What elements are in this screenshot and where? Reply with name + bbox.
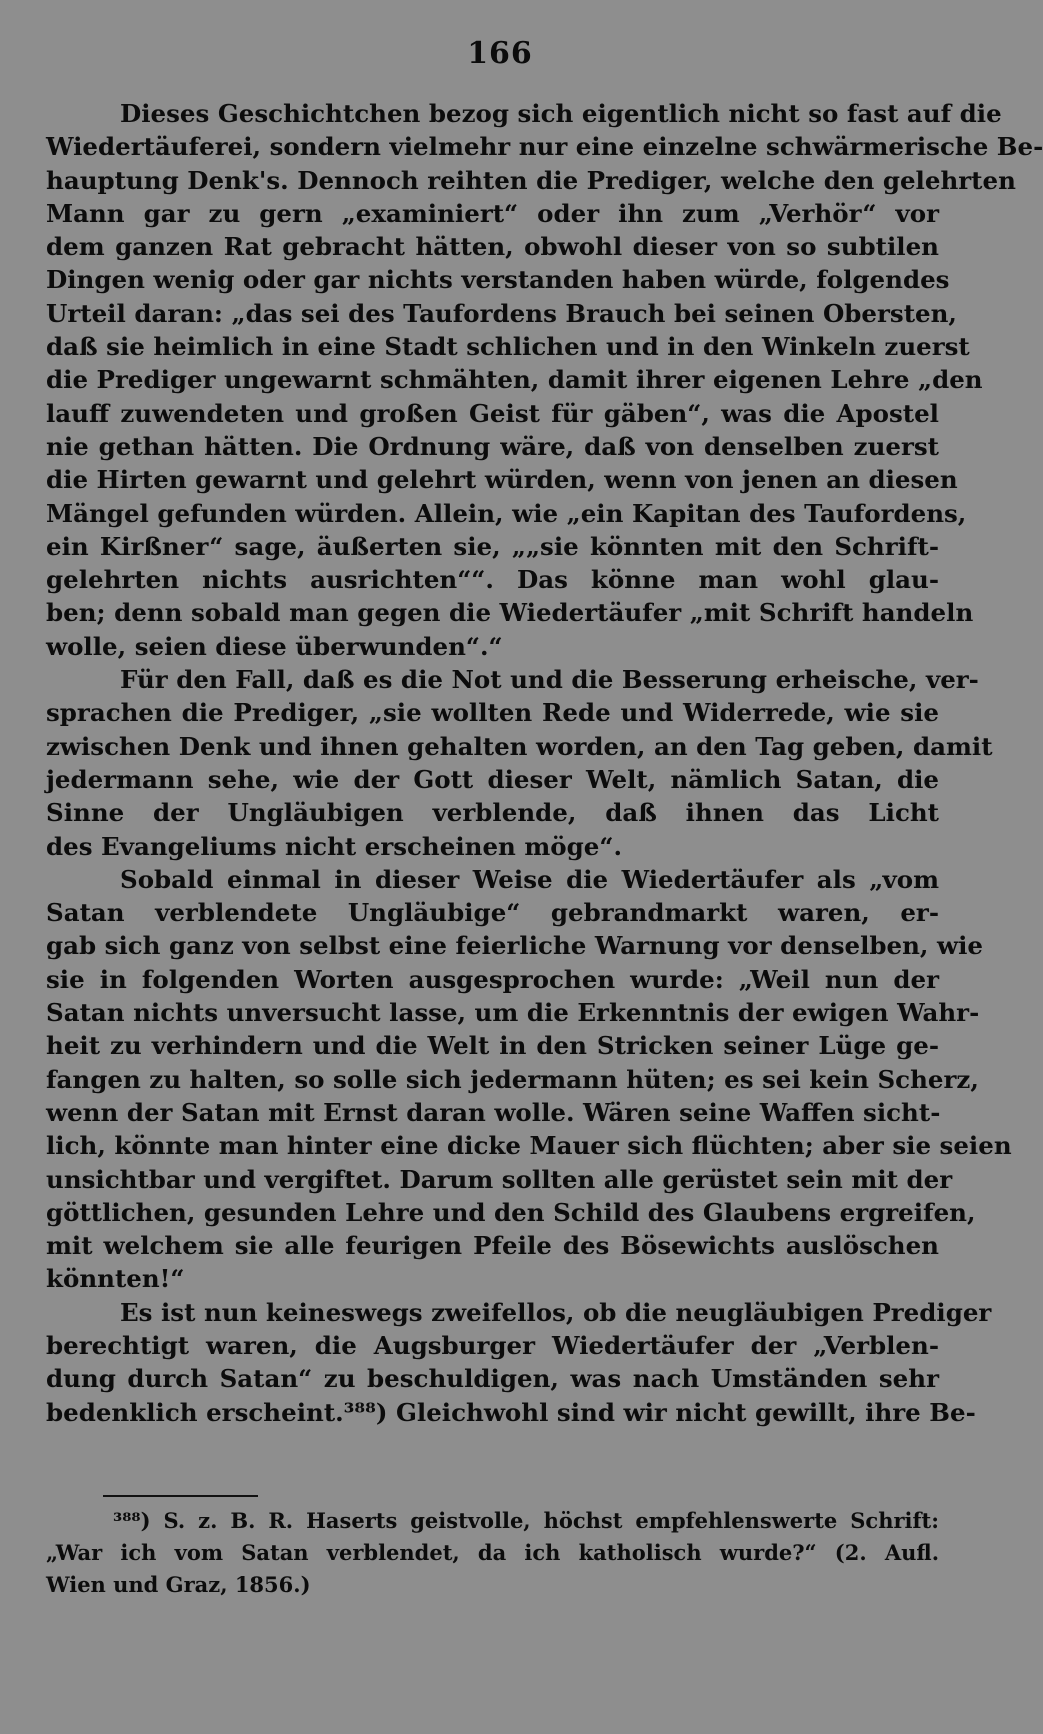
text-line: daß sie heimlich in eine Stadt schlichen und in den Winkeln zuerst: [46, 332, 970, 362]
text-line: Satan nichts unversucht lasse, um die Erkenntnis der ewigen Wahr-: [46, 998, 980, 1028]
text-line: könnten!“: [46, 1264, 185, 1294]
text-line: die Prediger ungewarnt schmähten, damit ihrer eigenen Lehre „den: [46, 365, 983, 395]
footnote-separator: [103, 1495, 258, 1497]
text-line: wenn der Satan mit Ernst daran wolle. Wären seine Waffen sicht-: [46, 1097, 941, 1127]
text-line: die Hirten gewarnt und gelehrt würden, wenn von jenen an diesen: [46, 465, 958, 495]
text-line: des Evangeliums nicht erscheinen möge“.: [46, 831, 622, 861]
text-line: bedenklich erscheint.³⁸⁸) Gleichwohl sind wir nicht gewillt, ihre Be-: [46, 1397, 976, 1427]
text-line: dung durch Satan“ zu beschuldigen, was nach Umständen sehr: [46, 1364, 939, 1394]
footnote: [46, 1505, 939, 1601]
text-line: lich, könnte man hinter eine dicke Mauer sich flüchten; aber sie seien: [46, 1131, 1012, 1161]
text-line: ein Kirßner“ sage, äußerten sie, „„sie könnten mit den Schrift-: [46, 531, 939, 561]
text-line: sie in folgenden Worten ausgesprochen wurde: „Weil nun der: [46, 964, 939, 994]
text-line: ben; denn sobald man gegen die Wiedertäufer „mit Schrift handeln: [46, 598, 974, 628]
text-line: berechtigt waren, die Augsburger Wiedertäufer der „Verblen-: [46, 1330, 939, 1360]
text-line: Es ist nun keineswegs zweifellos, ob die neugläubigen Prediger: [120, 1297, 992, 1327]
text-line: Dieses Geschichtchen bezog sich eigentlich nicht so fast auf die: [120, 99, 1002, 128]
text-line: Sobald einmal in dieser Weise die Wiedertäufer als „vom: [120, 864, 939, 894]
text-line: heit zu verhindern und die Welt in den Stricken seiner Lüge ge-: [46, 1031, 939, 1061]
text-line: mit welchem sie alle feurigen Pfeile des Bösewichts auslöschen: [46, 1231, 939, 1261]
text-line: gelehrten nichts ausrichten““. Das könne man wohl glau-: [46, 565, 939, 595]
text-line: Urteil daran: „das sei des Taufordens Brauch bei seinen Obersten,: [46, 298, 957, 328]
footnote-line: „War ich vom Satan verblendet, da ich katholisch wurde?“ (2. Aufl.: [46, 1540, 939, 1565]
text-line: nie gethan hätten. Die Ordnung wäre, daß von denselben zuerst: [46, 431, 939, 461]
footnote-line: Wien und Graz, 1856.): [46, 1572, 311, 1597]
text-line: Sinne der Ungläubigen verblende, daß ihnen das Licht: [46, 798, 939, 828]
text-line: unsichtbar und vergiftet. Darum sollten alle gerüstet sein mit der: [46, 1164, 953, 1194]
text-line: Mängel gefunden würden. Allein, wie „ein Kapitan des Taufordens,: [46, 498, 967, 528]
text-line: wolle, seien diese überwunden“.“: [46, 631, 503, 661]
text-line: göttlichen, gesunden Lehre und den Schild des Glaubens ergreifen,: [46, 1197, 976, 1227]
text-line: sprachen die Prediger, „sie wollten Rede und Widerrede, wie sie: [46, 698, 939, 728]
footnote-line: ³⁸⁸) S. z. B. R. Haserts geistvolle, höchst empfehlenswerte Schrift:: [113, 1508, 939, 1533]
text-line: Dingen wenig oder gar nichts verstanden haben würde, folgendes: [46, 265, 950, 295]
text-line: hauptung Denk's. Dennoch reihten die Prediger, welche den gelehrten: [46, 165, 1016, 195]
text-line: fangen zu halten, so solle sich jedermann hüten; es sei kein Scherz,: [46, 1064, 979, 1094]
body-text: [46, 97, 1043, 1429]
text-line: Für den Fall, daß es die Not und die Besserung erheische, ver-: [120, 665, 979, 695]
text-line: Satan verblendete Ungläubige“ gebrandmarkt waren, er-: [46, 898, 939, 928]
text-line: gab sich ganz von selbst eine feierliche Warnung vor denselben, wie: [46, 931, 983, 961]
text-line: Wiedertäuferei, sondern vielmehr nur eine einzelne schwärmerische Be-: [46, 132, 1043, 162]
text-line: Mann gar zu gern „examiniert“ oder ihn zum „Verhör“ vor: [46, 198, 939, 228]
text-line: dem ganzen Rat gebracht hätten, obwohl dieser von so subtilen: [46, 232, 939, 262]
text-line: lauff zuwendeten und großen Geist für gäben“, was die Apostel: [46, 398, 939, 428]
text-line: jedermann sehe, wie der Gott dieser Welt, nämlich Satan, die: [46, 764, 939, 794]
text-line: zwischen Denk und ihnen gehalten worden, an den Tag geben, damit: [46, 731, 993, 761]
page-number: 166: [467, 36, 533, 71]
